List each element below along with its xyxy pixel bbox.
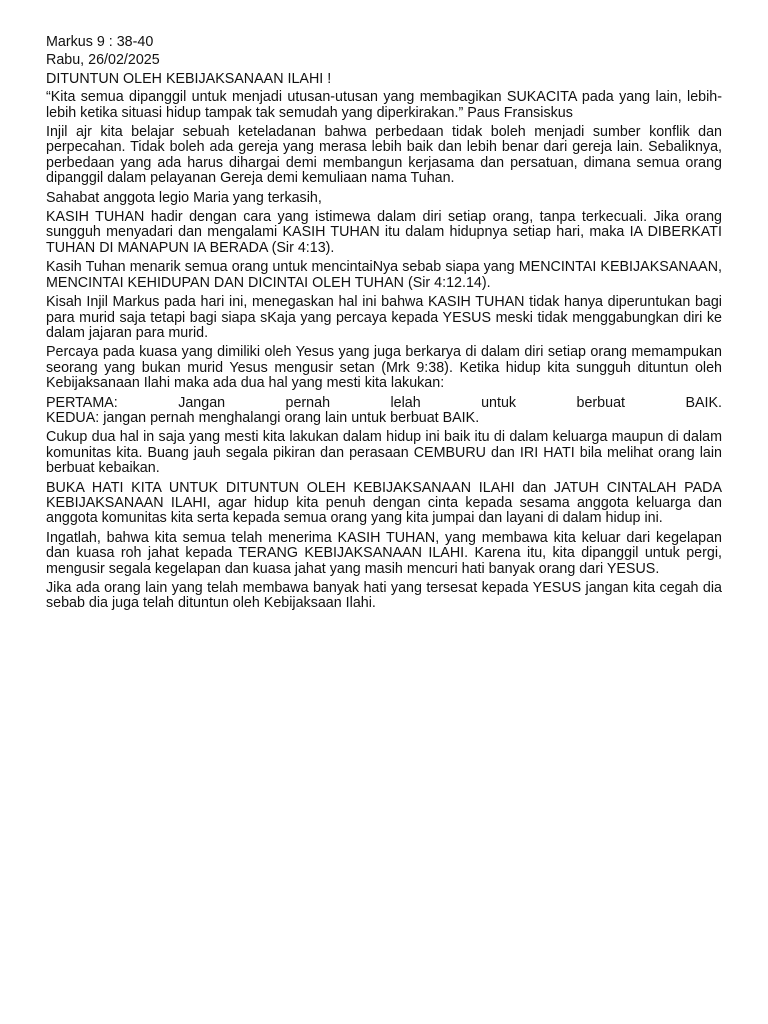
- paragraph-remember: Ingatlah, bahwa kita semua telah menerima KASIH TUHAN, yang membawa kita keluar dari kegelapan dan kuasa roh jahat kepada TERANG KEBIJAKSANAAN ILAHI. Karena itu, kita dipanggil untuk pergi, mengusir segala kegelapan dan kuasa jahat yang masih mencuri hati banyak orang dari YESUS.: [46, 529, 722, 577]
- paragraph-closing: Jika ada orang lain yang telah membawa banyak hati yang tersesat kepada YESUS jangan kita cegah dia sebab dia juga telah dituntun oleh Kebijaksaan Ilahi.: [46, 580, 722, 612]
- point-first: [46, 396, 722, 411]
- point-second: KEDUA: jangan pernah menghalangi orang lain untuk berbuat BAIK.: [46, 409, 480, 426]
- document-date: Rabu, 26/02/2025: [46, 52, 160, 69]
- scripture-reference: Markus 9 : 38-40: [46, 34, 154, 50]
- two-points: [46, 396, 722, 427]
- document-title: DITUNTUN OLEH KEBIJAKSANAAN ILAHI !: [46, 70, 332, 87]
- paragraph-gospel-mark: Kisah Injil Markus pada hari ini, menegaskan hal ini bahwa KASIH TUHAN tidak hanya diperuntukan bagi para murid saja tetapi bagi siapa sKaja yang percaya kepada YESUS meski tidak menggabungkan diri ke dalam jajaran para murid.: [46, 294, 722, 341]
- greeting-line: Sahabat anggota legio Maria yang terkasih,: [46, 189, 322, 206]
- paragraph-two-things: Cukup dua hal in saja yang mesti kita lakukan dalam hidup ini baik itu di dalam keluarga maupun di dalam komunitas kita. Buang jauh segala pikiran dan perasaan CEMBURU dan IRI HATI bila melihat orang lain berbuat kebaikan.: [46, 429, 722, 477]
- paragraph-gospel-lesson: Injil ajr kita belajar sebuah keteladanan bahwa perbedaan tidak boleh menjadi sumber konflik dan perpecahan. Tidak boleh ada gereja yang merasa lebih baik dan lebih benar dari gereja lain. Sebaliknya, perbedaan yang ada harus dihargai demi membangun kerjasama dan persatuan, dimana semua orang dipanggil dalam pelayanan Gereja demi kemuliaan nama Tuhan.: [46, 124, 722, 187]
- paragraph-open-heart: BUKA HATI KITA UNTUK DITUNTUN OLEH KEBIJAKSANAAN ILAHI dan JATUH CINTALAH PADA KEBIJAKSANAAN ILAHI, agar hidup kita penuh dengan cinta kepada sesama anggota keluarga dan anggota komunitas kita serta kepada semua orang yang kita jumpai dan layani di dalam hidup ini.: [46, 479, 722, 527]
- point-first-word: pernah: [285, 394, 331, 411]
- paragraph-wisdom: Kasih Tuhan menarik semua orang untuk mencintaiNya sebab siapa yang MENCINTAI KEBIJAKSANAAN, MENCINTAI KEHIDUPAN DAN DICINTAI OLEH TUHAN (Sir 4:12.14).: [46, 259, 722, 291]
- point-first-word: BAIK.: [685, 394, 722, 411]
- paragraph-love-of-god: KASIH TUHAN hadir dengan cara yang istimewa dalam diri setiap orang, tanpa terkecuali. Jika orang sungguh menyadari dan mengalami KASIH TUHAN itu dalam hidupnya setiap hari, maka IA DIBERKATI TUHAN DI MANAPUN IA BERADA (Sir 4:13).: [46, 209, 722, 256]
- point-first-word: berbuat: [576, 394, 626, 411]
- point-first-word: untuk: [481, 394, 517, 411]
- point-first-word: Jangan: [178, 394, 226, 411]
- paragraph-faith-power: Percaya pada kuasa yang dimiliki oleh Yesus yang juga berkarya di dalam diri setiap orang memampukan seorang yang bukan murid Yesus mengusir setan (Mrk 9:38). Ketika hidup kita sungguh dituntun oleh Kebijaksanaan Ilahi maka ada dua hal yang mesti kita lakukan:: [46, 344, 722, 392]
- point-first-word: PERTAMA:: [46, 394, 118, 411]
- point-first-word: lelah: [390, 394, 421, 411]
- document-body: [46, 35, 722, 616]
- opening-quote: “Kita semua dipanggil untuk menjadi utusan-utusan yang membagikan SUKACITA pada yang lain, lebih-lebih ketika situasi hidup tampak tak semudah yang diperkirakan.” Paus Fransiskus: [46, 89, 722, 121]
